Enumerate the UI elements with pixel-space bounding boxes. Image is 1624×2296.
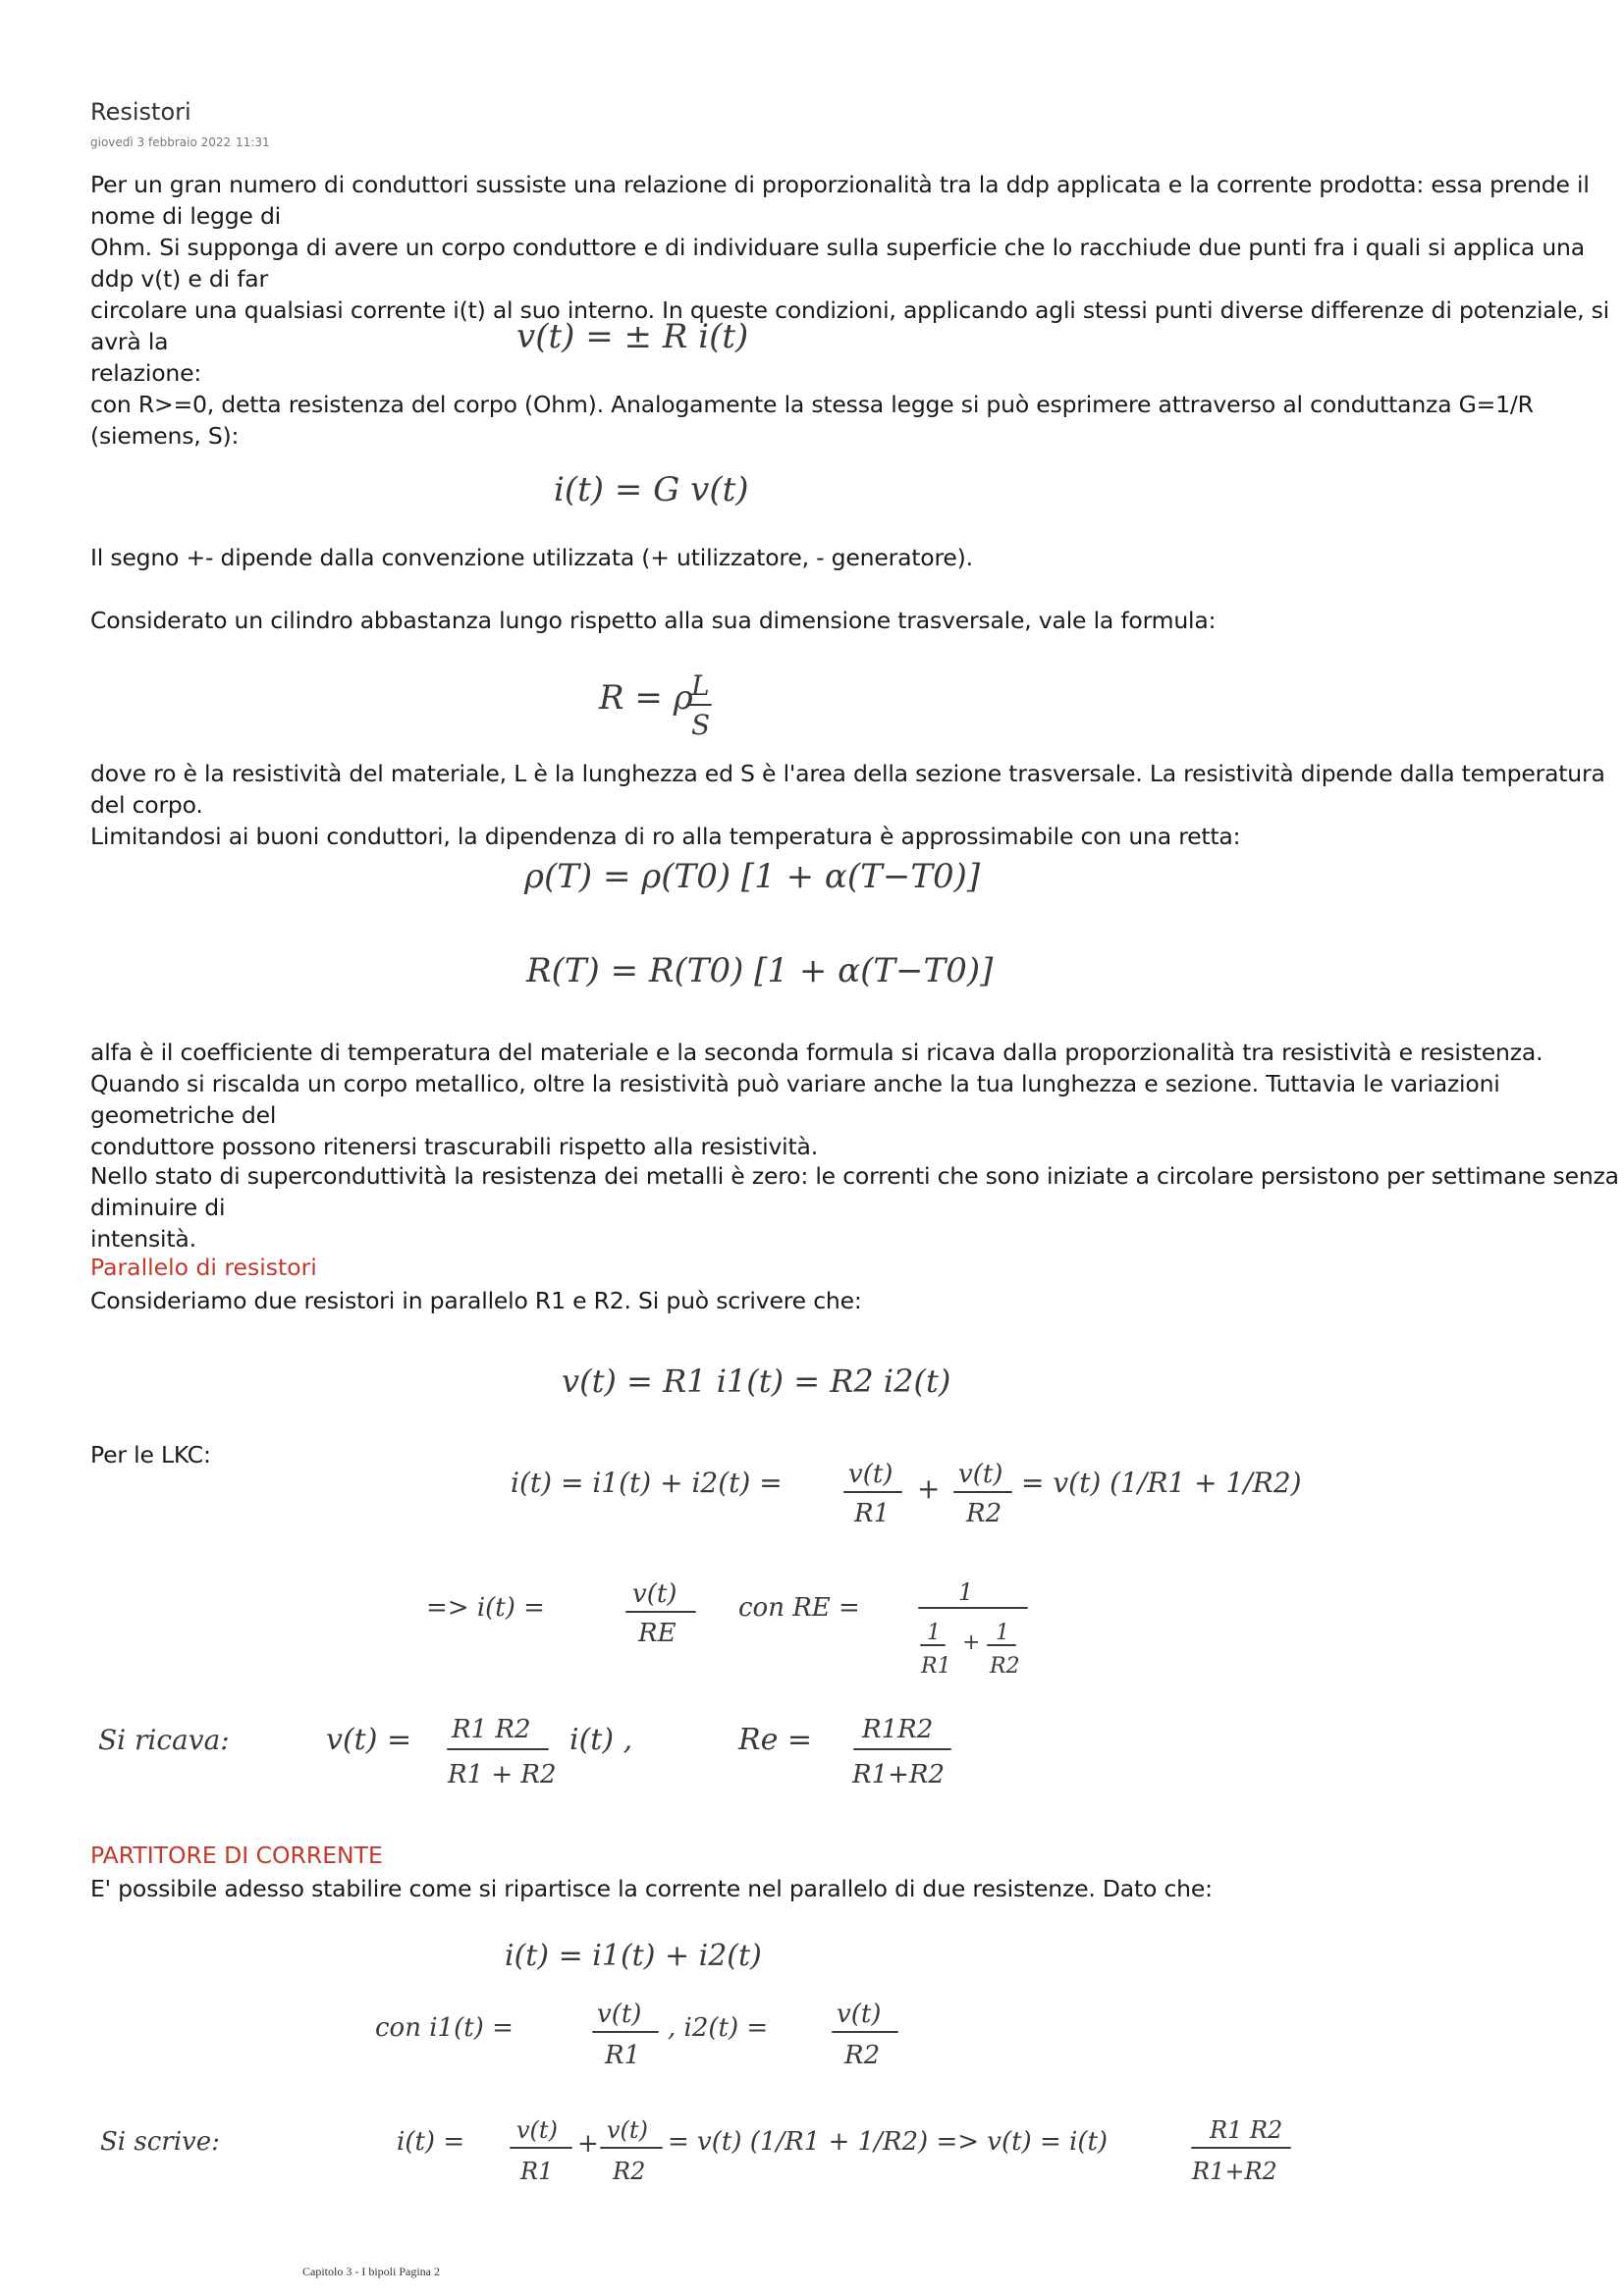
- equation-resistance: [595, 667, 732, 746]
- svg-text:+: +: [577, 2129, 599, 2159]
- svg-text:R2: R2: [966, 1499, 1002, 1528]
- paragraph-resistivity: [90, 758, 1622, 852]
- text-line: Limitandosi ai buoni conduttori, la dipendenza di ro alla temperatura è approssimabile con una retta:: [90, 823, 1241, 850]
- section-heading-current-divider: PARTITORE DI CORRENTE: [90, 1842, 383, 1869]
- text-line: circolare una qualsiasi corrente i(t) al suo interno. In queste condizioni, applicando agli stessi punti diverse differenze di potenziale, si avrà la: [90, 296, 1610, 355]
- paragraph-parallel: Consideriamo due resistori in parallelo R1 e R2. Si può scrivere che:: [90, 1287, 862, 1314]
- svg-text:1: 1: [996, 1621, 1009, 1645]
- svg-text:con i1(t) =: con i1(t) =: [375, 2013, 514, 2043]
- svg-text:= v(t) (1/R1 + 1/R2): = v(t) (1/R1 + 1/R2): [1021, 1467, 1302, 1499]
- svg-text:R1: R1: [854, 1499, 891, 1528]
- equation-ohm: [511, 312, 749, 361]
- svg-text:R1R2: R1R2: [862, 1715, 934, 1744]
- equation-current-sum: [501, 1930, 835, 1979]
- equation-lkc: [501, 1453, 1302, 1531]
- svg-text:ρ(T) = ρ(T0) [1 + α(T−T0)]: ρ(T) = ρ(T0) [1 + α(T−T0)]: [524, 857, 981, 896]
- page-title: Resistori: [90, 98, 191, 126]
- svg-text:v(t): v(t): [597, 2000, 642, 2029]
- section-heading-parallel: Parallelo di resistori: [90, 1254, 317, 1281]
- paragraph-sign: Il segno +- dipende dalla convenzione utilizzata (+ utilizzatore, - generatore).: [90, 544, 973, 571]
- svg-text:i(t) ,: i(t) ,: [569, 1723, 633, 1757]
- equation-r-temperature: [522, 940, 994, 999]
- svg-text:i(t) = i1(t) + i2(t): i(t) = i1(t) + i2(t): [505, 1939, 762, 1973]
- svg-text:v(t): v(t): [958, 1460, 1003, 1489]
- svg-text:R1+R2: R1+R2: [1192, 2158, 1277, 2185]
- svg-text:RE: RE: [638, 1619, 677, 1648]
- svg-text:R2: R2: [613, 2158, 646, 2185]
- svg-text:v(t) = R1 i1(t) = R2 i2(t): v(t) = R1 i1(t) = R2 i2(t): [562, 1362, 951, 1400]
- svg-text:v(t) = ± R i(t): v(t) = ± R i(t): [516, 317, 749, 356]
- text-line: conduttore possono ritenersi trascurabili rispetto alla resistività.: [90, 1133, 818, 1160]
- equation-equivalent-resistance: [424, 1575, 1053, 1692]
- svg-text:Si scrive:: Si scrive:: [100, 2127, 220, 2157]
- svg-text:R(T) = R(T0) [1 + α(T−T0)]: R(T) = R(T0) [1 + α(T−T0)]: [526, 951, 994, 990]
- svg-text:L: L: [691, 669, 710, 702]
- svg-text:Re =: Re =: [738, 1723, 813, 1757]
- svg-text:i(t) =: i(t) =: [397, 2127, 465, 2157]
- svg-text:con RE =: con RE =: [738, 1593, 860, 1623]
- svg-text:+: +: [917, 1472, 941, 1505]
- paragraph-superconductivity: [90, 1160, 1622, 1255]
- page-footer: Capitolo 3 - I bipoli Pagina 2: [302, 2265, 440, 2278]
- equation-conductance: [550, 465, 776, 514]
- svg-text:R = ρ: R = ρ: [599, 678, 693, 718]
- svg-text:v(t): v(t): [607, 2116, 648, 2144]
- svg-text:R2: R2: [844, 2041, 881, 2070]
- svg-text:R2: R2: [990, 1654, 1020, 1679]
- svg-text:v(t): v(t): [516, 2116, 558, 2144]
- text-line: alfa è il coefficiente di temperatura del materiale e la seconda formula si ricava dalla proporzionalità tra resistività e resistenza.: [90, 1039, 1543, 1066]
- paragraph-resistance: con R>=0, detta resistenza del corpo (Ohm). Analogamente la stessa legge si può esprimere attraverso al conduttanza G=1/R (siemens, S):: [90, 391, 1534, 450]
- svg-text:v(t): v(t): [848, 1460, 893, 1489]
- svg-text:v(t) =: v(t) =: [326, 1723, 412, 1757]
- svg-text:R1: R1: [520, 2158, 554, 2185]
- svg-text:1: 1: [927, 1621, 941, 1645]
- svg-text:v(t): v(t): [837, 2000, 882, 2029]
- svg-text:i(t) = G v(t): i(t) = G v(t): [554, 470, 749, 509]
- svg-text:R1: R1: [921, 1654, 951, 1679]
- svg-text:R1 + R2: R1 + R2: [448, 1760, 557, 1789]
- equation-parallel-voltage: [558, 1353, 970, 1412]
- paragraph-current-divider: E' possibile adesso stabilire come si ripartisce la corrente nel parallelo di due resistenze. Dato che:: [90, 1875, 1213, 1902]
- equation-si-ricava: [94, 1708, 978, 1806]
- svg-text:R1: R1: [605, 2041, 641, 2070]
- paragraph-cylinder: Considerato un cilindro abbastanza lungo rispetto alla sua dimensione trasversale, vale la formula:: [90, 607, 1217, 634]
- text-line: Quando si riscalda un corpo metallico, oltre la resistività può variare anche la tua lunghezza e sezione. Tuttavia le variazioni geometriche del: [90, 1070, 1500, 1129]
- paragraph-alpha: [90, 1037, 1622, 1162]
- paragraph-lkc: Per le LKC:: [90, 1441, 211, 1468]
- svg-text:i(t) = i1(t) + i2(t) =: i(t) = i1(t) + i2(t) =: [511, 1467, 783, 1499]
- text-line: Nello stato di superconduttività la resistenza dei metalli è zero: le correnti che sono iniziate a circolare persistono per settimane senza diminuire di: [90, 1162, 1619, 1221]
- text-line: dove ro è la resistività del materiale, L è la lunghezza ed S è l'area della sezione trasversale. La resistività dipende dalla temperatura del corpo.: [90, 760, 1605, 819]
- equation-si-scrive: [98, 2107, 1316, 2205]
- svg-text:R1 R2: R1 R2: [1210, 2116, 1283, 2144]
- svg-text:v(t): v(t): [632, 1579, 677, 1609]
- svg-text:R1 R2: R1 R2: [452, 1715, 531, 1744]
- svg-text:R1+R2: R1+R2: [852, 1760, 946, 1789]
- text-line: intensità.: [90, 1225, 196, 1253]
- text-line: Per un gran numero di conduttori sussiste una relazione di proporzionalità tra la ddp applicata e la corrente prodotta: essa prende il nome di legge di: [90, 171, 1590, 230]
- svg-text:Si ricava:: Si ricava:: [98, 1724, 230, 1756]
- svg-text:S: S: [691, 709, 711, 741]
- svg-text:= v(t) (1/R1 + 1/R2) => v(t) =: = v(t) (1/R1 + 1/R2) => v(t) = i(t): [668, 2127, 1109, 2157]
- equation-rho-temperature: [520, 846, 981, 905]
- svg-text:, i2(t) =: , i2(t) =: [668, 2013, 769, 2043]
- svg-text:1: 1: [958, 1578, 974, 1606]
- text-line: relazione:: [90, 359, 202, 387]
- svg-text:=> i(t) =: => i(t) =: [426, 1593, 545, 1623]
- page-time: 11:31: [236, 135, 270, 149]
- page-date: giovedì 3 febbraio 2022: [90, 135, 232, 149]
- paragraph-ohm-law: [90, 169, 1622, 389]
- text-line: Ohm. Si supponga di avere un corpo conduttore e di individuare sulla superficie che lo racchiude due punti fra i quali si applica una ddp v(t) e di far: [90, 234, 1585, 293]
- svg-text:+: +: [962, 1630, 981, 1655]
- equation-branch-currents: [373, 1991, 923, 2089]
